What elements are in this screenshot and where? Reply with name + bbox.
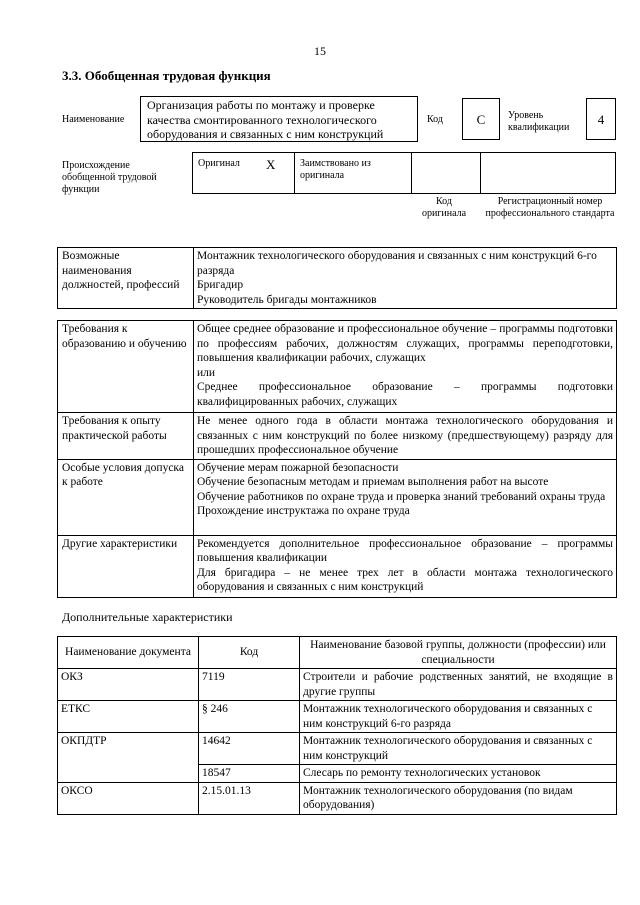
header-document: Наименование документа (58, 637, 199, 669)
cell-name: Слесарь по ремонту технологических установок (300, 765, 617, 783)
code-original-caption: Код оригинала (421, 196, 467, 219)
cell-name: Монтажник технологического оборудования и связанных с ним конструкций 6-го разряда (300, 701, 617, 733)
requirement-line: Среднее профессиональное образование – программы подготовки квалифицированных рабочих, служащих (197, 381, 613, 408)
requirement-line: Не менее одного года в области монтажа технологического оборудования и связанных с ним конструкций по более низкому (предшествующему) разряду для прошедших профессиональное обучение (197, 415, 613, 456)
requirement-line: Рекомендуется дополнительное профессиональное образование – программы повышения квалификации (197, 537, 613, 564)
page-number: 15 (314, 44, 326, 58)
positions-label: Возможные наименования должностей, профессий (58, 248, 194, 309)
original-mark: X (266, 157, 276, 172)
additional-table (57, 636, 617, 815)
requirement-label: Особые условия допуска к работе (58, 459, 194, 535)
cell-code: 18547 (199, 765, 300, 783)
borrowed-label: Заимствовано из оригинала (300, 158, 371, 181)
cell-code: 7119 (199, 669, 300, 701)
function-name: Организация работы по монтажу и проверке качества смонтированного технологического оборудования и связанных с ним конструкций (140, 96, 418, 142)
cell-name: Строители и рабочие родственных занятий, не входящие в другие группы (300, 669, 617, 701)
original-label: Оригинал (198, 158, 240, 169)
requirement-line: Обучение работников по охране труда и проверка знаний требований охраны труда (197, 490, 606, 503)
additional-title: Дополнительные характеристики (62, 610, 233, 624)
header-name: Наименование базовой группы, должности (профессии) или специальности (300, 637, 617, 669)
name-label: Наименование (62, 114, 125, 125)
requirement-label: Другие характеристики (58, 535, 194, 597)
table-row (58, 669, 617, 701)
requirement-line: Обучение мерам пожарной безопасности (197, 461, 399, 474)
requirements-table (57, 320, 617, 598)
code-label: Код (427, 114, 443, 125)
code-value: C (462, 98, 500, 140)
cell-code: § 246 (199, 701, 300, 733)
level-label: Уровень квалификации (508, 110, 570, 133)
position-line: Бригадир (197, 279, 244, 291)
requirement-label: Требования к образованию и обучению (58, 321, 194, 413)
requirement-label: Требования к опыту практической работы (58, 413, 194, 460)
positions-table (57, 247, 617, 309)
cell-name: Монтажник технологического оборудования и связанных с ним конструкций (300, 733, 617, 765)
cell-code: 14642 (199, 733, 300, 765)
table-row (58, 782, 617, 814)
section-title: 3.3. Обобщенная трудовая функция (62, 68, 271, 83)
header-code: Код (199, 637, 300, 669)
cell-name: Монтажник технологического оборудования (по видам оборудования) (300, 782, 617, 814)
origin-label: Происхождение обобщенной трудовой функции (62, 160, 157, 195)
cell-document: ОКПДТР (58, 733, 199, 783)
position-line: Монтажник технологического оборудования и связанных с ним конструкций 6-го разряда (197, 250, 597, 277)
table-row (58, 733, 617, 765)
origin-box (192, 152, 616, 194)
requirement-line: Обучение безопасным методам и приемам выполнения работ на высоте (197, 476, 549, 488)
table-row (58, 701, 617, 733)
requirement-line: или (197, 366, 216, 379)
cell-document: ЕТКС (58, 701, 199, 733)
registration-caption: Регистрационный номер профессионального стандарта (485, 196, 615, 219)
level-value: 4 (586, 98, 616, 140)
position-line: Руководитель бригады монтажников (197, 293, 377, 306)
requirement-line: Общее среднее образование и профессиональное обучение – программы подготовки по профессиям рабочих, должностям служащих, программы переподготовки, повышения квалификации рабочих, служащих (197, 323, 613, 364)
cell-code: 2.15.01.13 (199, 782, 300, 814)
requirement-line: Прохождение инструктажа по охране труда (197, 505, 410, 517)
cell-document: ОКЗ (58, 669, 199, 701)
cell-document: ОКСО (58, 782, 199, 814)
requirement-line: Для бригадира – не менее трех лет в области монтажа технологического оборудования и связанных с ним конструкций (197, 566, 613, 593)
